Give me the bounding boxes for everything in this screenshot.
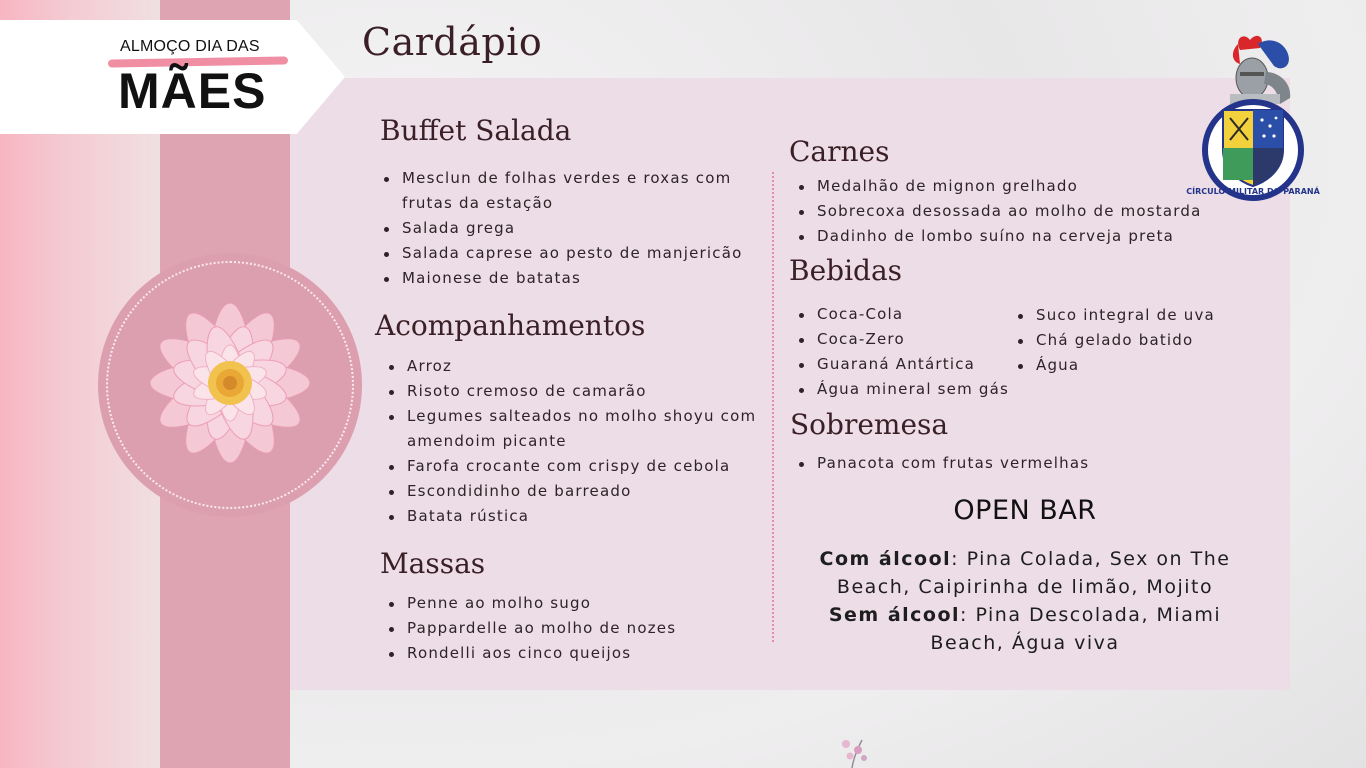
crest-logo-icon [1186,32,1320,198]
list-item: Penne ao molho sugo [385,591,765,616]
sem-alcool-text: : Pina Descolada, Miami Beach, Água viva [930,604,1222,654]
list-item: Salada caprese ao pesto de manjericão [380,241,760,266]
list-item: Suco integral de uva [1014,303,1244,328]
carnes-list [795,174,1215,249]
section-title-buffet: Buffet Salada [380,114,572,147]
bebidas-list-right [1014,303,1244,378]
list-item: Medalhão de mignon grelhado [795,174,1215,199]
list-item: Risoto cremoso de camarão [385,379,770,404]
list-item: Rondelli aos cinco queijos [385,641,765,666]
buffet-list [380,166,760,291]
sobremesa-list [795,451,1215,476]
list-item: Panacota com frutas vermelhas [795,451,1215,476]
list-item: Pappardelle ao molho de nozes [385,616,765,641]
column-divider [772,172,774,642]
list-item: Chá gelado batido [1014,328,1244,353]
list-item: Farofa crocante com crispy de cebola [385,454,770,479]
flower-icon [110,265,350,505]
acompanhamentos-list [385,354,770,529]
section-title-acompanhamentos: Acompanhamentos [375,309,646,342]
list-item: Sobrecoxa desossada ao molho de mostarda [795,199,1215,224]
list-item: Guaraná Antártica [795,352,1015,377]
list-item: Maionese de batatas [380,266,760,291]
section-title-bebidas: Bebidas [789,254,903,287]
com-alcool-text: : Pina Colada, Sex on The Beach, Caipirinha de limão, Mojito [836,548,1231,598]
list-item: Coca-Zero [795,327,1015,352]
list-item: Água [1014,353,1244,378]
open-bar-drinks [790,545,1260,657]
list-item: Batata rústica [385,504,770,529]
list-item: Água mineral sem gás [795,377,1015,402]
section-title-massas: Massas [380,547,486,580]
list-item: Salada grega [380,216,760,241]
section-title-carnes: Carnes [789,135,890,168]
list-item: Coca-Cola [795,302,1015,327]
list-item: Legumes salteados no molho shoyu com amendoim picante [385,404,770,454]
crest-text: CÍRCULO MILITAR DO PARANÁ [1186,187,1320,196]
com-alcool-label: Com álcool [819,548,952,570]
list-item: Arroz [385,354,770,379]
banner-title: MÃES [118,63,267,119]
list-item: Escondidinho de barreado [385,479,770,504]
list-item: Dadinho de lombo suíno na cerveja preta [795,224,1215,249]
section-title-sobremesa: Sobremesa [790,408,949,441]
flower-sprig-icon [832,736,882,768]
sem-alcool-label: Sem álcool [828,604,961,626]
list-item: Mesclun de folhas verdes e roxas com frutas da estação [380,166,760,216]
open-bar-title: OPEN BAR [953,495,1097,526]
page-title: Cardápio [362,20,543,64]
banner-subtitle: ALMOÇO DIA DAS [120,38,260,55]
massas-list [385,591,765,666]
bebidas-list-left [795,302,1015,402]
